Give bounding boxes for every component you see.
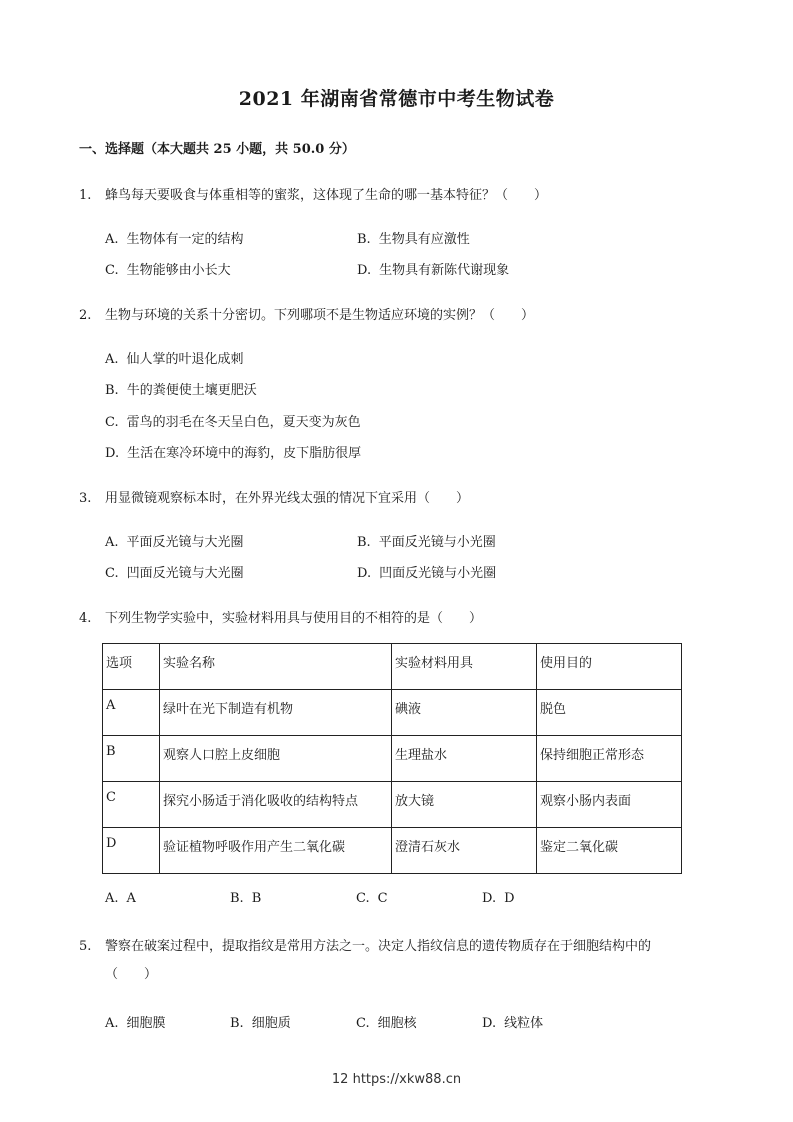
option-label: B. (357, 232, 371, 247)
option-1b[interactable] (357, 228, 470, 247)
option-label: C. (356, 891, 370, 906)
option-text: 凹面反光镜与大光圈 (126, 566, 244, 581)
option-label: D. (105, 446, 120, 461)
option-text: A (126, 891, 136, 906)
table-header-cell: 使用目的 (537, 644, 682, 690)
page-footer: 12 https://xkw88.cn (331, 1072, 462, 1087)
option-text: 牛的粪便使土壤更肥沃 (126, 383, 257, 398)
option-text: 细胞质 (251, 1016, 291, 1031)
option-text: 细胞膜 (126, 1016, 166, 1031)
table-row (103, 736, 682, 782)
question-5 (79, 935, 651, 954)
option-text: 生物具有新陈代谢现象 (379, 263, 510, 278)
table-cell: D (103, 828, 160, 874)
option-text: 仙人掌的叶退化成刺 (126, 352, 244, 367)
option-label: A. (105, 1016, 119, 1031)
table-cell: C (103, 782, 160, 828)
option-label: C. (105, 566, 119, 581)
table-cell: 生理盐水 (392, 736, 537, 782)
table-cell: 澄清石灰水 (392, 828, 537, 874)
question-stem: 警察在破案过程中，提取指纹是常用方法之一。决定人指纹信息的遗传物质存在于细胞结构中的 (105, 939, 652, 954)
question-4 (79, 607, 482, 626)
option-4d[interactable] (482, 891, 515, 906)
table-row (103, 782, 682, 828)
option-5c[interactable] (356, 1012, 417, 1031)
question-1 (79, 184, 547, 203)
option-5d[interactable] (482, 1012, 543, 1031)
option-label: C. (356, 1016, 370, 1031)
option-text: 生物具有应激性 (378, 232, 470, 247)
table-header-cell: 实验材料用具 (392, 644, 537, 690)
question-stem-continuation: （ ） (105, 967, 158, 982)
option-3c[interactable] (105, 562, 244, 581)
table-header-cell: 实验名称 (160, 644, 392, 690)
table-cell: 观察小肠内表面 (537, 782, 682, 828)
table-header-row (103, 644, 682, 690)
option-text: 平面反光镜与大光圈 (126, 535, 244, 550)
option-label: B. (357, 535, 371, 550)
question-number: 4. (79, 611, 92, 626)
option-text: B (251, 891, 262, 906)
option-label: A. (105, 891, 119, 906)
option-2a[interactable] (105, 348, 244, 367)
option-label: D. (357, 566, 372, 581)
option-text: 凹面反光镜与小光圈 (379, 566, 497, 581)
option-text: 生物体有一定的结构 (126, 232, 244, 247)
option-3a[interactable] (105, 531, 244, 550)
table-cell: 鉴定二氧化碳 (537, 828, 682, 874)
table-cell: 探究小肠适于消化吸收的结构特点 (160, 782, 392, 828)
option-text: C (377, 891, 388, 906)
option-5a[interactable] (105, 1012, 166, 1031)
option-label: D. (482, 891, 497, 906)
section-heading: 一、选择题（本大题共 25 小题，共 50.0 分） (79, 142, 355, 157)
table-cell: A (103, 690, 160, 736)
option-1d[interactable] (357, 259, 509, 278)
question-number: 2. (79, 308, 92, 323)
table-cell: 验证植物呼吸作用产生二氧化碳 (160, 828, 392, 874)
option-4b[interactable] (230, 891, 261, 906)
option-label: D. (482, 1016, 497, 1031)
question-stem: 生物与环境的关系十分密切。下列哪项不是生物适应环境的实例？（ ） (105, 308, 535, 323)
option-text: 雷鸟的羽毛在冬天呈白色，夏天变为灰色 (126, 415, 361, 430)
table-cell: 碘液 (392, 690, 537, 736)
question-stem: 用显微镜观察标本时，在外界光线太强的情况下宜采用（ ） (105, 491, 470, 506)
table-header-cell: 选项 (103, 644, 160, 690)
option-3d[interactable] (357, 562, 496, 581)
option-label: A. (105, 535, 119, 550)
option-label: A. (105, 352, 119, 367)
question-number: 5. (79, 939, 92, 954)
option-label: C. (105, 263, 119, 278)
table-cell: 观察人口腔上皮细胞 (160, 736, 392, 782)
option-text: 生物能够由小长大 (126, 263, 231, 278)
option-2d[interactable] (105, 442, 361, 461)
option-text: D (504, 891, 515, 906)
option-label: D. (357, 263, 372, 278)
option-3b[interactable] (357, 531, 496, 550)
experiment-table (102, 643, 682, 874)
option-4a[interactable] (105, 891, 136, 906)
option-text: 细胞核 (377, 1016, 417, 1031)
question-number: 3. (79, 491, 92, 506)
option-label: B. (105, 383, 119, 398)
option-label: B. (230, 1016, 244, 1031)
question-number: 1. (79, 188, 92, 203)
table-cell: 放大镜 (392, 782, 537, 828)
option-label: C. (105, 415, 119, 430)
table-cell: B (103, 736, 160, 782)
option-label: B. (230, 891, 244, 906)
question-stem: 蜂鸟每天要吸食与体重相等的蜜浆，这体现了生命的哪一基本特征？（ ） (105, 188, 548, 203)
table-cell: 脱色 (537, 690, 682, 736)
table-cell: 保持细胞正常形态 (537, 736, 682, 782)
question-stem: 下列生物学实验中，实验材料用具与使用目的不相符的是（ ） (105, 611, 483, 626)
option-1c[interactable] (105, 259, 231, 278)
option-text: 线粒体 (504, 1016, 544, 1031)
option-2b[interactable] (105, 379, 257, 398)
question-2 (79, 304, 534, 323)
table-row (103, 828, 682, 874)
question-3 (79, 487, 469, 506)
table-row (103, 690, 682, 736)
option-4c[interactable] (356, 891, 388, 906)
option-1a[interactable] (105, 228, 244, 247)
table-cell: 绿叶在光下制造有机物 (160, 690, 392, 736)
exam-title: 2021 年湖南省常德市中考生物试卷 (238, 88, 555, 110)
option-5b[interactable] (230, 1012, 291, 1031)
option-label: A. (105, 232, 119, 247)
option-text: 生活在寒冷环境中的海豹，皮下脂肪很厚 (127, 446, 362, 461)
option-text: 平面反光镜与小光圈 (378, 535, 496, 550)
option-2c[interactable] (105, 411, 361, 430)
